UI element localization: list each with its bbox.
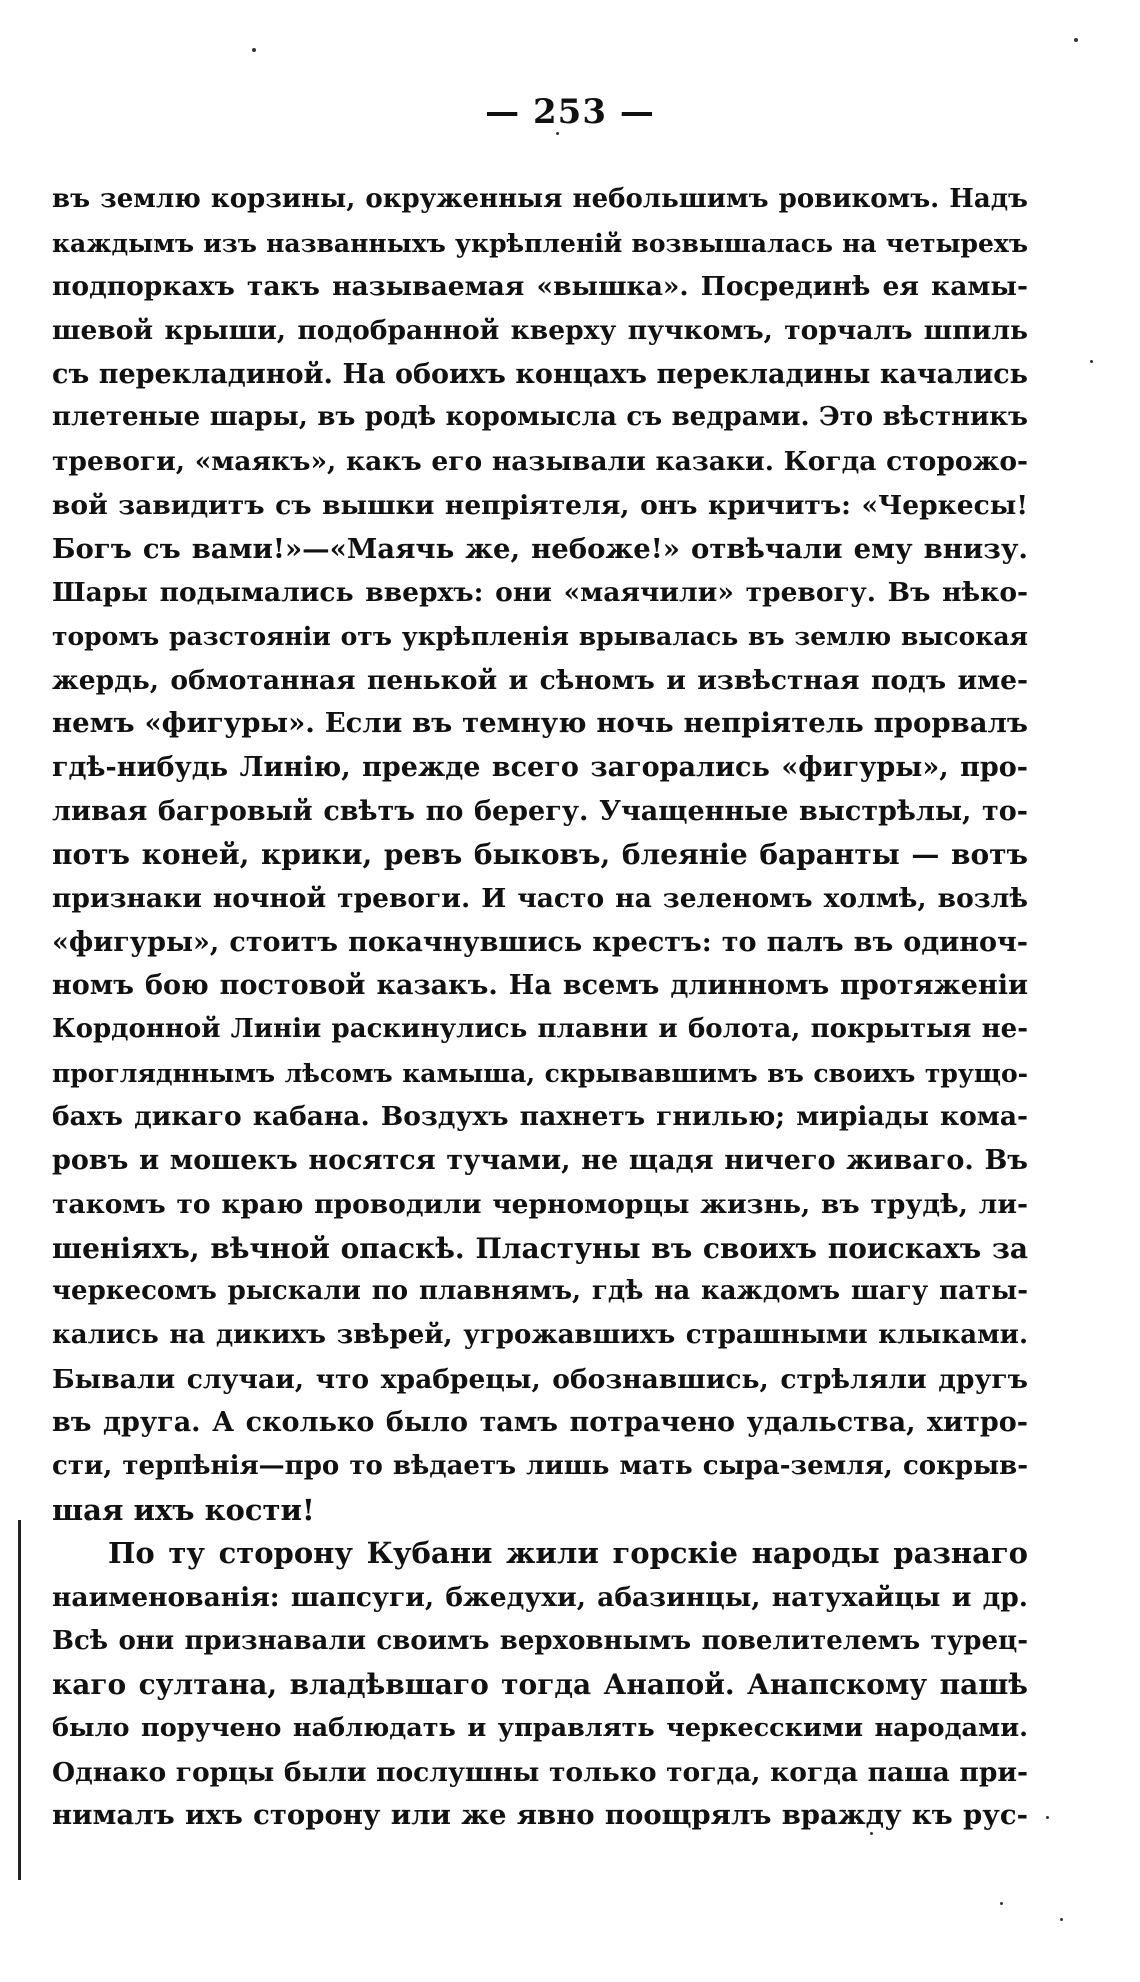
- ink-speck: [1074, 38, 1078, 42]
- text-line: немъ «фигуры». Если въ темную ночь непріятель прорвалъ: [52, 707, 1028, 740]
- text-line: жердь, обмотанная пенькой и сѣномъ и извѣстная подъ име-: [52, 664, 1028, 696]
- text-line: гдѣ-нибудь Линію, прежде всего загорались «фигуры», про-: [52, 751, 1028, 783]
- ink-speck: [1000, 1902, 1003, 1905]
- margin-line: [18, 1520, 21, 1880]
- page-number: — 253 —: [485, 92, 655, 132]
- text-line: ровъ и мошекъ носятся тучами, не щадя ничего живаго. Въ: [52, 1145, 1028, 1177]
- text-line: шеніяхъ, вѣчной опаскѣ. Пластуны въ своихъ поискахъ за: [52, 1231, 1028, 1265]
- text-line: Богъ съ вами!»—«Маячь же, небоже!» отвѣчали ему внизу.: [52, 532, 1028, 565]
- text-line: шая ихъ кости!: [52, 1492, 315, 1527]
- text-line: ливая багровый свѣтъ по берегу. Учащенные выстрѣлы, то-: [52, 795, 1028, 827]
- ink-speck: [870, 1832, 873, 1835]
- text-line: плетеные шары, въ родѣ коромысла съ ведрами. Это вѣстникъ: [52, 402, 1028, 433]
- text-line: такомъ то краю проводили черноморцы жизнь, въ трудѣ, ли-: [52, 1188, 1028, 1220]
- text-line: черкесомъ рыскали по плавнямъ, гдѣ на каждомъ шагу паты-: [52, 1276, 1028, 1307]
- text-line: номъ бою постовой казакъ. На всемъ длинномъ протяженіи: [52, 970, 1028, 1002]
- text-line: проглядннымъ лѣсомъ камыша, скрывавшимъ въ своихъ трущо-: [52, 1058, 1028, 1088]
- text-line: тревоги, «маякъ», какъ его называли казаки. Когда сторожо-: [52, 446, 1028, 478]
- ink-speck: [556, 132, 559, 135]
- text-line: шевой крыши, подобранной кверху пучкомъ, торчалъ шпиль: [52, 315, 1028, 347]
- ink-speck: [1060, 1918, 1063, 1921]
- text-line: сти, терпѣнія—про то вѣдаетъ лишь мать сыра-земля, сокрыв-: [52, 1450, 1028, 1481]
- text-line: признаки ночной тревоги. И часто на зеленомъ холмѣ, возлѣ: [52, 883, 1028, 914]
- text-line: съ перекладиной. На обоихъ концахъ перекладины качались: [52, 358, 1028, 390]
- text-line: Шары подымались вверхъ: они «маячили» тревогу. Въ нѣко-: [52, 577, 1028, 609]
- text-line: каждымъ изъ названныхъ укрѣпленій возвышалась на четырехъ: [52, 228, 1028, 258]
- text-line: Бывали случаи, что храбрецы, обознавшись, стрѣляли другъ: [52, 1363, 1028, 1395]
- text-line: въ землю корзины, окруженныя небольшимъ ровикомъ. Надъ: [52, 184, 1028, 214]
- text-line: бахъ дикаго кабана. Воздухъ пахнетъ гнилью; миріады кома-: [52, 1101, 1028, 1133]
- text-line: По ту сторону Кубани жили горскіе народы разнаго: [108, 1536, 1028, 1571]
- body-text: [52, 178, 1028, 1838]
- text-line: Кордонной Линіи раскинулись плавни и болота, покрытыя не-: [52, 1014, 1028, 1045]
- ink-speck: [1046, 1816, 1049, 1819]
- text-line: Всѣ они признавали своимъ верховнымъ повелителемъ турец-: [52, 1625, 1028, 1656]
- text-line: торомъ разстояніи отъ укрѣпленія врывалась въ землю высокая: [52, 621, 1028, 651]
- text-line: въ друга. А сколько было тамъ потрачено удальства, хитро-: [52, 1407, 1028, 1439]
- ink-speck: [1090, 360, 1093, 363]
- text-line: нималъ ихъ сторону или же явно поощрялъ вражду къ рус-: [52, 1799, 1028, 1832]
- text-line: Однако горцы были послушны только тогда, когда паша при-: [52, 1756, 1028, 1788]
- ink-speck: [252, 48, 256, 52]
- text-line: кались на дикихъ звѣрей, угрожавшихъ страшными клыками.: [52, 1319, 1028, 1350]
- text-line: вой завидитъ съ вышки непріятеля, онъ кричитъ: «Черкесы!: [52, 489, 1028, 521]
- text-line: подпоркахъ такъ называемая «вышка». Посрединѣ ея камы-: [52, 271, 1028, 303]
- text-line: каго султана, владѣвшаго тогда Анапой. Анапскому пашѣ: [52, 1668, 1028, 1702]
- text-line: «фигуры», стоитъ покачнувшись крестъ: то палъ въ одиноч-: [52, 926, 1028, 958]
- text-line: наименованія: шапсуги, бжедухи, абазинцы, натухайцы и др.: [52, 1582, 1028, 1613]
- text-line: было поручено наблюдать и управлять черкесскими народами.: [52, 1713, 1028, 1744]
- text-line: потъ коней, крики, ревъ быковъ, блеяніе баранты — вотъ: [52, 838, 1028, 872]
